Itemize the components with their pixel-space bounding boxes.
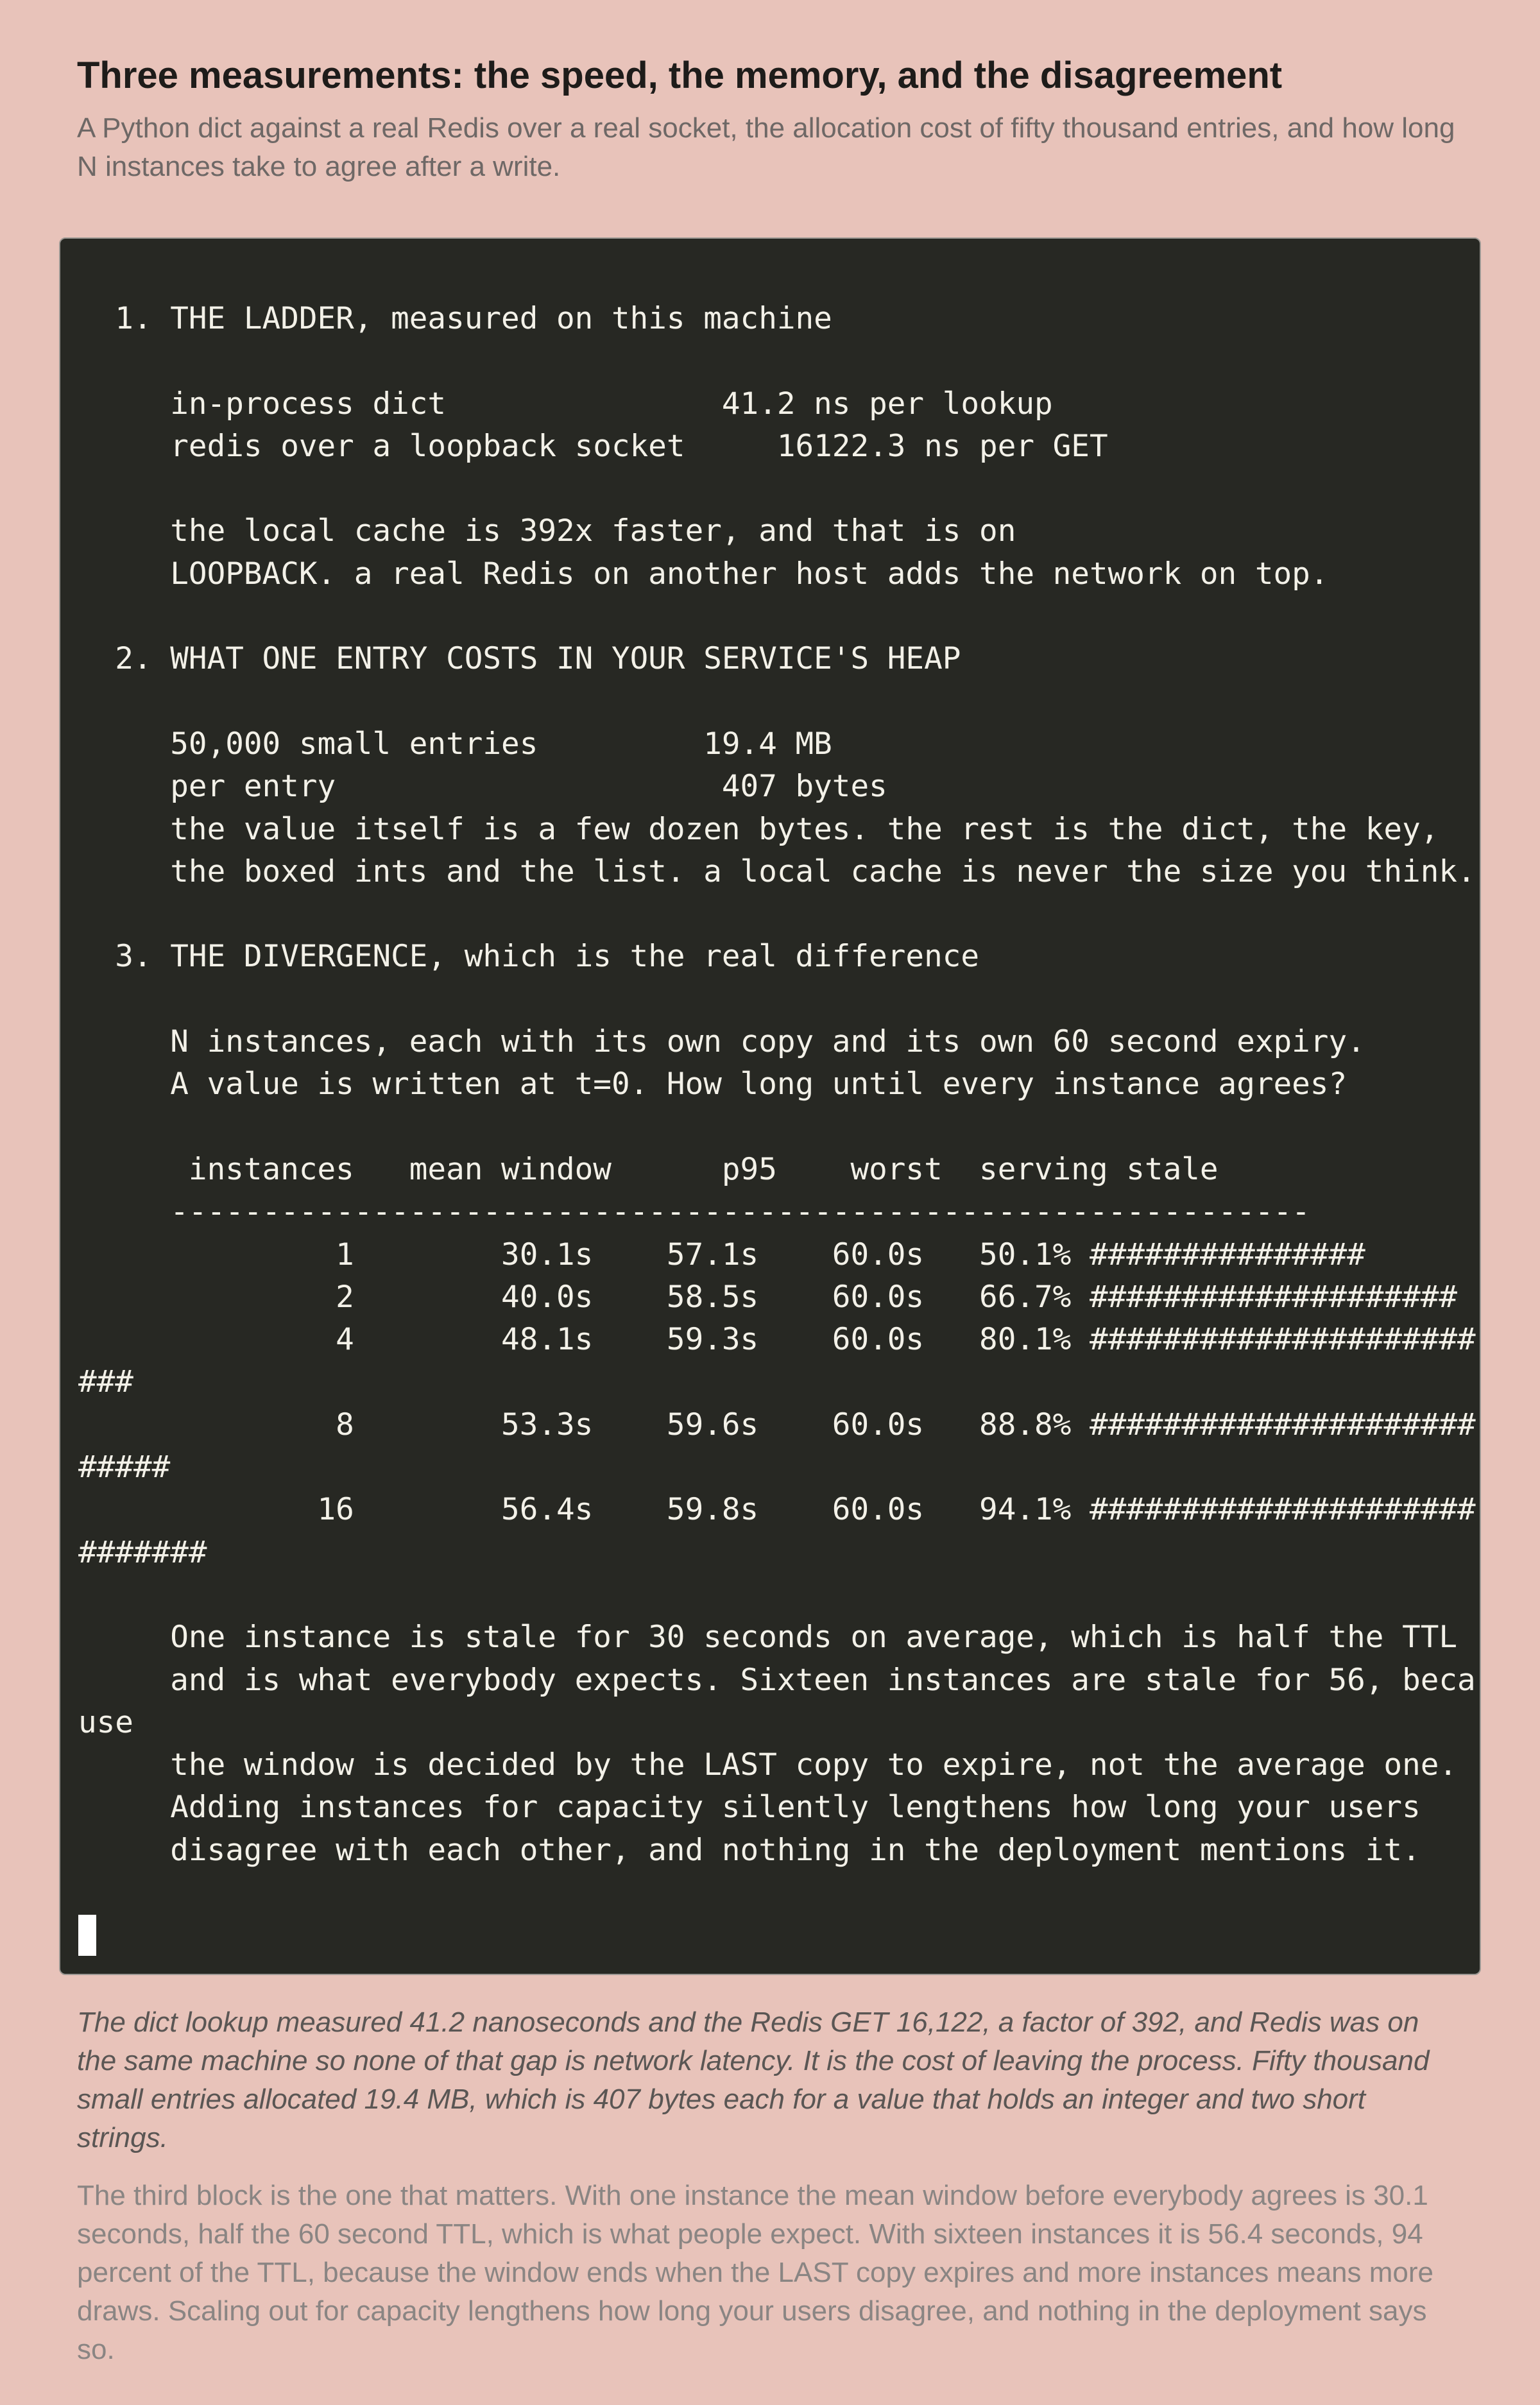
terminal-output: 1. THE LADDER, measured on this machine in-process dict 41.2 ns per lookup redis over a loopback socket 16122.3 ns per GET the local cache is 392x faster, and that is on LOOPBACK. a real Redis on another host adds the network on top. 2. WHAT ONE ENTRY COSTS IN YOUR SERVICE'S HEAP 50,000 small entries 19.4 MB per entry 407 bytes the value itself is a few dozen bytes. the rest is the dict, the key, the boxed ints and the list. a local cache is never the size you think. 3. THE DIVERGENCE, which is the real difference N instances, each with its own copy and its own 60 second expiry. A value is written at t=0. How long until every instance agrees? instances mean window p95 worst serving stale -------------------------------------------------------------- 1 30.1s 57.1s 60.0s 50.1% ############### 2 40.0s 58.5s 60.0s 66.7% #################### 4 48.1s 59.3s 60.0s 80.1% ##################### ### 8 53.3s 59.6s 60.0s 88.8% ##################### ##### 16 56.4s 59.8s 60.0s 94.1% ##################### ####### One instance is stale for 30 seconds on average, which is half the TTL and is what everybody expects. Sixteen instances are stale for 56, beca use the window is decided by the LAST copy to expire, not the average one. Adding instances for capacity silently lengthens how long your users disagree with each other, and nothing in the deployment mentions it. bbox=[78, 301, 1476, 1868]
caption-text: The dict lookup measured 41.2 nanoseconds and the Redis GET 16,122, a factor of 392, and Redis was on the same machine so none of that gap is network latency. It is the cost of leaving the process. Fifty thousand small entries allocated 19.4 MB, which is 407 bytes each for a value that holds an integer and two short strings. bbox=[77, 2007, 1430, 2153]
terminal-cursor bbox=[78, 1915, 96, 1956]
terminal-window[interactable] bbox=[59, 237, 1481, 1975]
page-subtitle: A Python dict against a real Redis over a real socket, the allocation cost of fifty thousand entries, and how long N instances take to agree after a write. bbox=[77, 112, 1455, 182]
page-title: Three measurements: the speed, the memory, and the disagreement bbox=[77, 55, 1283, 96]
note-text: The third block is the one that matters. With one instance the mean window before everybody agrees is 30.1 seconds, half the 60 second TTL, which is what people expect. With sixteen instances it is 56.4 seconds, 94 percent of the TTL, because the window ends when the LAST copy expires and more instances means more draws. Scaling out for capacity lengthens how long your users disagree, and nothing in the deployment says so. bbox=[77, 2180, 1433, 2365]
